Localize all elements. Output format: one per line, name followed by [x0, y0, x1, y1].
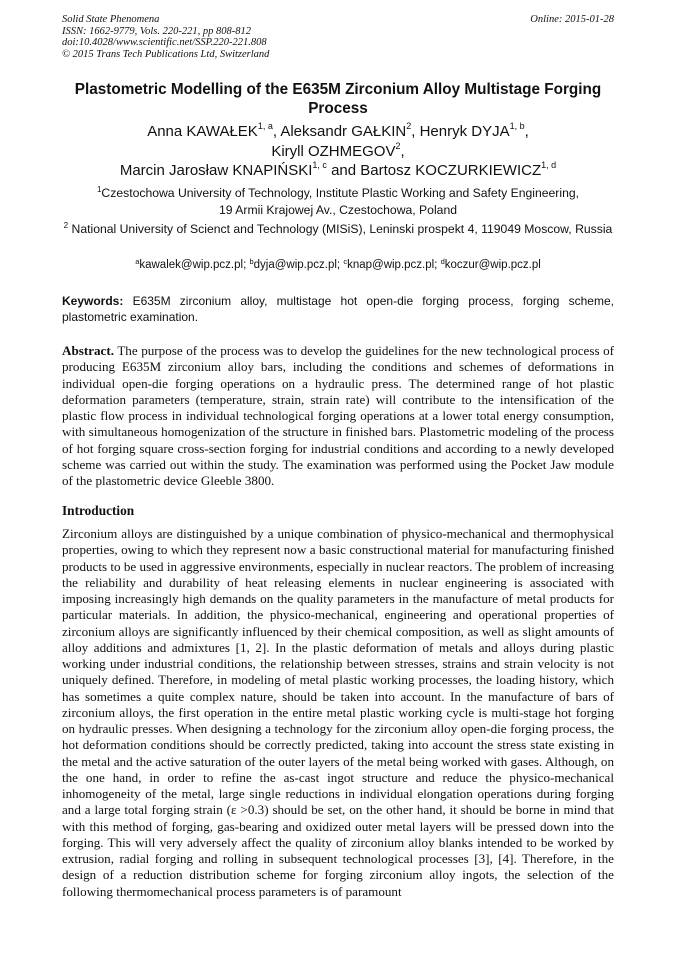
issn-line: ISSN: 1662-9779, Vols. 220-221, pp 808-812: [62, 25, 251, 37]
affiliation-line: 19 Armii Krajowej Av., Czestochowa, Poland: [219, 202, 457, 217]
email-mark: b: [249, 257, 254, 266]
abstract-label: Abstract.: [62, 343, 114, 358]
affiliation-line: National University of Scienct and Technology (MISiS), Leninski prospekt 4, 119049 Moscow, Russia: [71, 222, 613, 236]
author-name: Marcin Jarosław KNAPIŃSKI: [119, 162, 313, 179]
section-heading-introduction: Introduction: [62, 503, 135, 518]
affiliation-2: [62, 221, 614, 238]
doi-line: doi:10.4028/www.scientific.net/SSP.220-221.808: [62, 37, 267, 49]
affiliation-1: [62, 185, 614, 218]
affiliation-line: Czestochowa University of Technology, Institute Plastic Working and Safety Engineering,: [101, 186, 580, 200]
keywords-label: Keywords:: [62, 294, 124, 308]
affiliation-number: 2: [63, 221, 69, 230]
author-affil-mark: 2: [395, 140, 401, 151]
affiliation-number: 1: [96, 185, 102, 194]
email-link[interactable]: kawalek@wip.pcz.pl;: [139, 259, 247, 271]
keywords-text: E635M zirconium alloy, multistage hot open-die forging process, forging scheme, plastometric examination.: [62, 294, 614, 324]
paper-title: Plastometric Modelling of the E635M Zirconium Alloy Multistage Forging Process: [74, 81, 602, 117]
online-date: Online: 2015-01-28: [530, 14, 614, 25]
email-link[interactable]: dyja@wip.pcz.pl;: [253, 259, 341, 271]
email-link[interactable]: koczur@wip.pcz.pl: [444, 259, 541, 271]
email-mark: d: [440, 257, 445, 266]
email-link[interactable]: knap@wip.pcz.pl;: [347, 259, 438, 271]
author-name: Henryk DYJA: [419, 123, 510, 140]
author-list: Anna KAWAŁEK$^{1, a}$, Aleksandr GAŁKIN$^2$, Henryk DYJA$^{1, b}$, Kiryll OZHMEGOV$^2$, Marcin Jarosław KNAPIŃSKI$^{1, c}$ and Bartosz KOCZURKIEWICZ$^{1, d}$: [119, 121, 557, 179]
keywords: [62, 293, 614, 325]
journal-header: [62, 14, 482, 60]
journal-name: Solid State Phenomena: [62, 14, 160, 25]
email-mark: c: [343, 257, 348, 266]
author-affil-mark: 1, c: [312, 160, 327, 170]
author-name: Anna KAWAŁEK: [147, 123, 258, 140]
author-emails: [62, 258, 614, 273]
author-conjunction: and: [331, 162, 357, 179]
email-mark: a: [135, 257, 140, 266]
author-name: Aleksandr GAŁKIN: [280, 123, 407, 140]
abstract: [62, 343, 614, 489]
author-affil-mark: 2: [406, 121, 412, 131]
introduction-paragraph: Zirconium alloys are distinguished by a unique combination of physico-mechanical and thermophysical properties, owing to which they represent now a basic constructional material for manufacturing finished products to be used in aggressive environments, especially in nuclear reactors. The problem of increasing the reliability and durability of heat releasing elements in nuclear engineering is associated with imposing increasingly high demands on the quality parameters in the manufacture of metal products for particular materials. In addition, the physico-mechanical, engineering and operational properties of zirconium alloys are significantly influenced by their chemical composition, as well as slight amounts of alloy additions and admixtures [1, 2]. In the plastic deformation of metals and alloys during plastic working under industrial conditions, the relationship between stresses, strains and strain velocity is not uniquely defined. Therefore, in modeling of metal plastic working processes, the loading history, which has sometimes a quite complex nature, should be taken into account. In the manufacture of bars of zirconium alloys, the first operation in the entire metal plastic working cycle is multi-stage hot forging on hydraulic presses. When designing a technology for the zirconium alloy open-die forging process, the hot deformation conditions should be correctly predicted, taking into account the stress state existing in the metal and the active saturation of the outer layers of the metal being worked with gases. Although, on the one hand, in order to refine the as-cast ingot structure and reduce the physico-mechanical inhomogeneity of the metal, large single reductions in individual elongation operations during forging and a large total forging strain (ε >0.3) should be set, on the other hand, it should be borne in mind that with this method of forging, gas-bearing and oxidized outer metal layers will be pressed down into the forging. This will very adversely affect the quality of zirconium alloy blanks intended to be worked by extrusion, radial forging and rolling in subsequent technological processes [3], [4]. Therefore, in the design of a reduction distribution scheme for forging zirconium alloy ingots, the selection of the following thermomechanical process parameters is of paramount: [62, 526, 614, 899]
author-name: Kiryll OZHMEGOV: [271, 142, 396, 160]
author-affil-mark: 1, b: [509, 121, 525, 131]
author-name: Bartosz KOCZURKIEWICZ: [360, 162, 542, 179]
author-affil-mark: 1, a: [257, 121, 273, 131]
author-affil-mark: 1, d: [541, 160, 557, 170]
copyright-line: © 2015 Trans Tech Publications Ltd, Switzerland: [62, 48, 270, 60]
abstract-text: The purpose of the process was to develop the guidelines for the new technological process of producing E635M zirconium alloy bars, including the conditions and schemes of deformations in individual open-die forging operations on a hydraulic press. The determined range of hot plastic deformation parameters (temperature, strain, strain rate) will contribute to the intensification of the plastic flow process in individual technological forging operations at a lower total energy consumption, with simultaneous homogenization of the structure in finished bars. Plastometric modeling of the process of hot forging square cross-section forging for industrial conditions and according to a newly developed scheme was carried out within the study. The examination was performed using the Pocket Jaw module of the plastometric device Gleeble 3800.: [62, 343, 614, 488]
